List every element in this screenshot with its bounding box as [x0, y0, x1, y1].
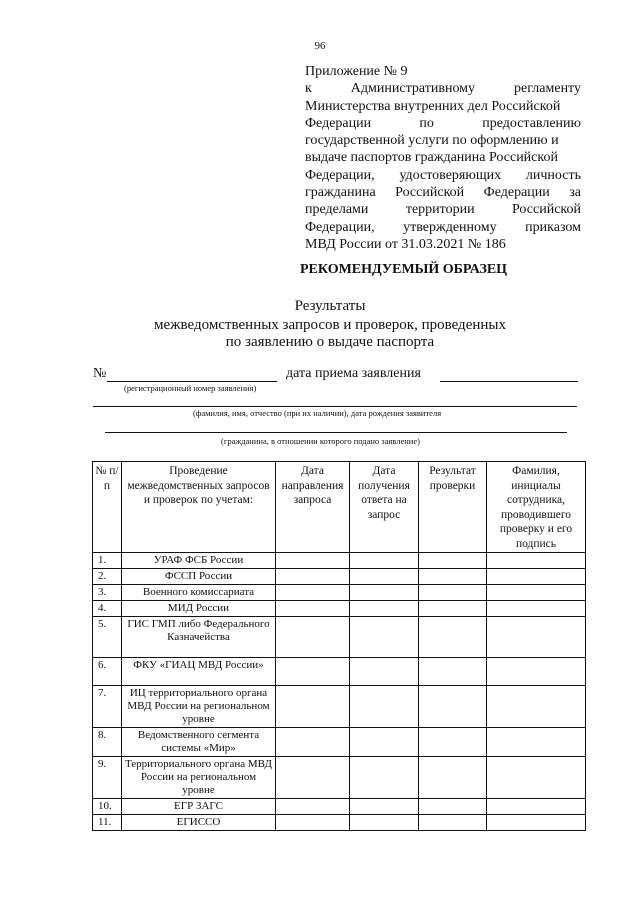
- appendix-line: Приложение № 9: [305, 64, 408, 79]
- header-result: Результат проверки: [419, 462, 487, 553]
- appendix-line: Федерации, удостоверяющих личность: [305, 167, 581, 183]
- employee-cell[interactable]: [487, 569, 586, 585]
- row-number: 10.: [93, 799, 122, 815]
- header-request-date: Дата направления запроса: [276, 462, 350, 553]
- check-name: Территориального органа МВД России на региональном уровне: [122, 757, 276, 799]
- row-number: 5.: [93, 617, 122, 658]
- employee-cell[interactable]: [487, 815, 586, 831]
- table-row: [93, 569, 586, 585]
- row-number: 9.: [93, 757, 122, 799]
- result-cell[interactable]: [419, 686, 487, 728]
- result-cell[interactable]: [419, 569, 487, 585]
- citizen-field[interactable]: [105, 432, 567, 433]
- sample-title: РЕКОМЕНДУЕМЫЙ ОБРАЗЕЦ: [300, 262, 508, 277]
- table-row: [93, 585, 586, 601]
- appendix-line: Министерства внутренних дел Российской: [305, 98, 561, 114]
- citizen-caption: (гражданина, в отношении которого подано заявление): [221, 436, 420, 446]
- row-number: 8.: [93, 728, 122, 757]
- check-name: ФКУ «ГИАЦ МВД России»: [122, 658, 276, 686]
- date-label: дата приема заявления: [286, 366, 421, 381]
- application-date-field[interactable]: [440, 381, 578, 382]
- employee-cell[interactable]: [487, 553, 586, 569]
- table-row: [93, 601, 586, 617]
- header-number: № п/п: [93, 462, 122, 553]
- response-date-cell[interactable]: [350, 617, 419, 658]
- check-name: ФССП России: [122, 569, 276, 585]
- result-cell[interactable]: [419, 601, 487, 617]
- response-date-cell[interactable]: [350, 799, 419, 815]
- request-date-cell[interactable]: [276, 658, 350, 686]
- row-number: 6.: [93, 658, 122, 686]
- employee-cell[interactable]: [487, 686, 586, 728]
- response-date-cell[interactable]: [350, 569, 419, 585]
- request-date-cell[interactable]: [276, 757, 350, 799]
- response-date-cell[interactable]: [350, 815, 419, 831]
- employee-cell[interactable]: [487, 799, 586, 815]
- result-cell[interactable]: [419, 728, 487, 757]
- row-number: 1.: [93, 553, 122, 569]
- employee-cell[interactable]: [487, 617, 586, 658]
- check-name: Военного комиссариата: [122, 585, 276, 601]
- table-row: [93, 553, 586, 569]
- header-response-date: Дата получения ответа на запрос: [350, 462, 419, 553]
- result-cell[interactable]: [419, 585, 487, 601]
- request-date-cell[interactable]: [276, 799, 350, 815]
- results-subtitle-line-2: по заявлению о выдаче паспорта: [225, 334, 435, 350]
- request-date-cell[interactable]: [276, 585, 350, 601]
- request-date-cell[interactable]: [276, 815, 350, 831]
- results-title: Результаты: [294, 298, 366, 314]
- check-name: ЕГИССО: [122, 815, 276, 831]
- result-cell[interactable]: [419, 757, 487, 799]
- result-cell[interactable]: [419, 815, 487, 831]
- applicant-name-field[interactable]: [93, 406, 577, 407]
- table-row: [93, 757, 586, 799]
- response-date-cell[interactable]: [350, 601, 419, 617]
- check-name: УРАФ ФСБ России: [122, 553, 276, 569]
- row-number: 4.: [93, 601, 122, 617]
- request-date-cell[interactable]: [276, 686, 350, 728]
- request-date-cell[interactable]: [276, 569, 350, 585]
- check-name: ИЦ территориального органа МВД России на региональном уровне: [122, 686, 276, 728]
- request-date-cell[interactable]: [276, 728, 350, 757]
- applicant-caption: (фамилия, имя, отчество (при их наличии), дата рождения заявителя: [193, 408, 442, 418]
- row-number: 11.: [93, 815, 122, 831]
- result-cell[interactable]: [419, 799, 487, 815]
- result-cell[interactable]: [419, 553, 487, 569]
- table-row: [93, 799, 586, 815]
- response-date-cell[interactable]: [350, 585, 419, 601]
- employee-cell[interactable]: [487, 757, 586, 799]
- page-number: 96: [314, 40, 326, 52]
- check-name: МИД России: [122, 601, 276, 617]
- row-number: 3.: [93, 585, 122, 601]
- appendix-line: пределами территории Российской: [305, 202, 581, 218]
- number-prefix: №: [93, 366, 107, 381]
- table-row: [93, 815, 586, 831]
- response-date-cell[interactable]: [350, 686, 419, 728]
- employee-cell[interactable]: [487, 585, 586, 601]
- check-name: ГИС ГМП либо Федерального Казначейства: [122, 617, 276, 658]
- results-subtitle-line-1: межведомственных запросов и проверок, проведенных: [154, 317, 506, 333]
- appendix-line: к Административному регламенту: [305, 81, 581, 97]
- table-row: [93, 728, 586, 757]
- table-header-row: [93, 462, 586, 553]
- table-row: [93, 658, 586, 686]
- header-employee: Фамилия, инициалы сотрудника, проводившего проверку и его подпись: [487, 462, 586, 553]
- registration-number-field[interactable]: [107, 381, 277, 382]
- table-row: [93, 686, 586, 728]
- appendix-line: МВД России от 31.03.2021 № 186: [305, 236, 506, 252]
- employee-cell[interactable]: [487, 728, 586, 757]
- result-cell[interactable]: [419, 658, 487, 686]
- appendix-line: выдаче паспортов гражданина Российской: [305, 150, 558, 166]
- appendix-line: гражданина Российской Федерации за: [305, 185, 581, 201]
- results-table: [92, 461, 586, 831]
- response-date-cell[interactable]: [350, 553, 419, 569]
- header-check-type: Проведение межведомственных запросов и проверок по учетам:: [122, 462, 276, 553]
- appendix-line: государственной услуги по оформлению и: [305, 133, 559, 149]
- response-date-cell[interactable]: [350, 757, 419, 799]
- appendix-line: Федерации, утвержденному приказом: [305, 219, 581, 235]
- employee-cell[interactable]: [487, 601, 586, 617]
- appendix-block: [305, 63, 581, 253]
- employee-cell[interactable]: [487, 658, 586, 686]
- request-date-cell[interactable]: [276, 553, 350, 569]
- check-name: ЕГР ЗАГС: [122, 799, 276, 815]
- response-date-cell[interactable]: [350, 658, 419, 686]
- result-cell[interactable]: [419, 617, 487, 658]
- request-date-cell[interactable]: [276, 617, 350, 658]
- check-name: Ведомственного сегмента системы «Мир»: [122, 728, 276, 757]
- table-row: [93, 617, 586, 658]
- appendix-line: Федерации по предоставлению: [305, 115, 581, 131]
- row-number: 7.: [93, 686, 122, 728]
- row-number: 2.: [93, 569, 122, 585]
- response-date-cell[interactable]: [350, 728, 419, 757]
- registration-number-caption: (регистрационный номер заявления): [124, 383, 257, 393]
- request-date-cell[interactable]: [276, 601, 350, 617]
